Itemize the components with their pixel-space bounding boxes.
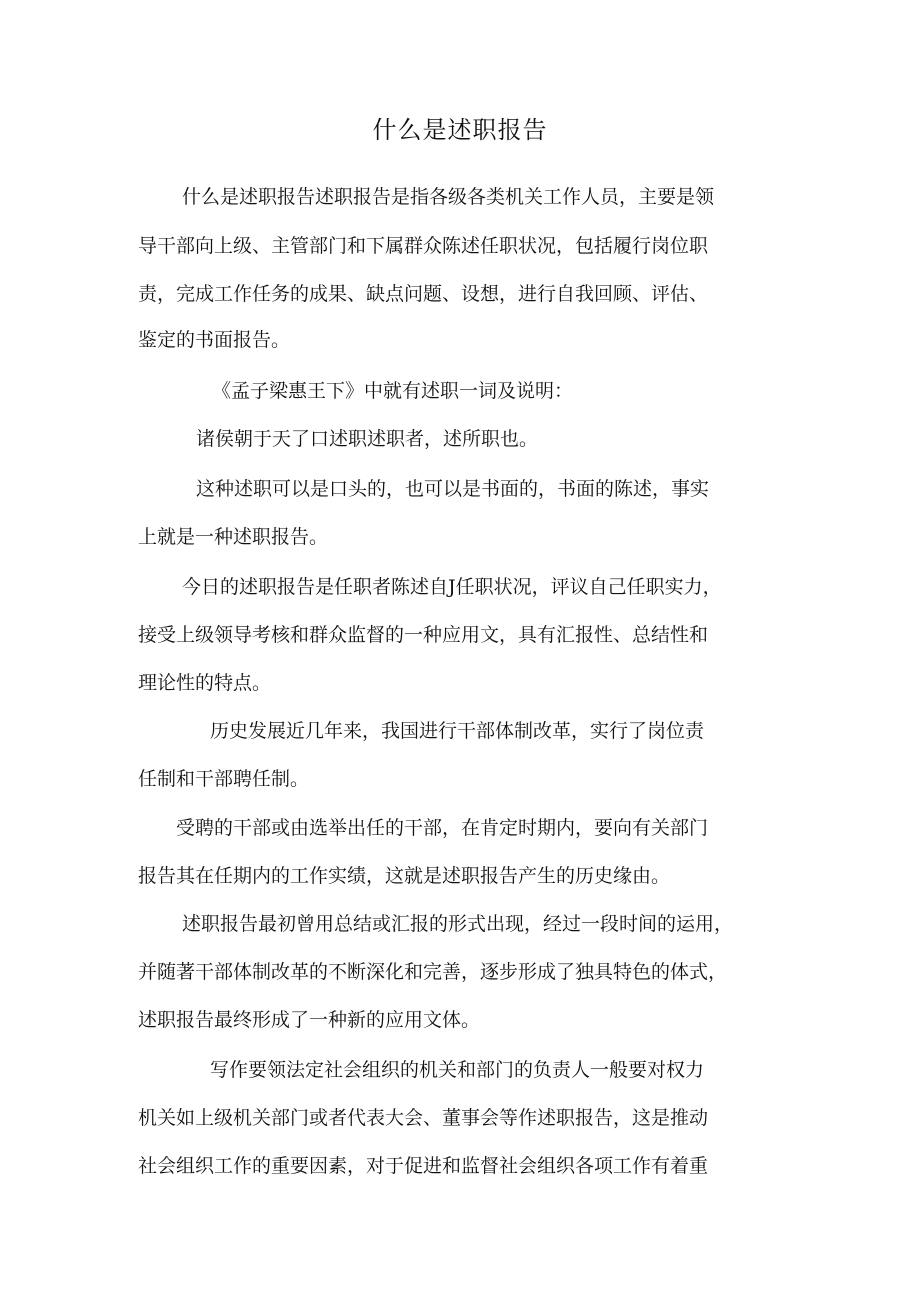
paragraph-line: 什么是述职报告述职报告是指各级各类机关工作人员，主要是领 (182, 186, 715, 208)
paragraph-line: 并随著干部体制改革的不断深化和完善，逐步形成了独具特色的体式， (138, 961, 728, 983)
paragraph-line: 《孟子梁惠王下》中就有述职一词及说明： (212, 380, 574, 402)
paragraph-line: 这种述职可以是口头的，也可以是书面的，书面的陈述，事实 (196, 478, 710, 500)
paragraph-line: 写作要领法定社会组织的机关和部门的负责人一般要对权力 (210, 1059, 705, 1081)
paragraph-line: 导干部向上级、主管部门和下属群众陈述任职状况，包括履行岗位职 (138, 235, 709, 257)
paragraph-line: 今日的述职报告是任职者陈述自J任职状况，评议自己任职实力， (182, 576, 722, 598)
paragraph-line: 任制和干部聘任制。 (138, 768, 310, 790)
paragraph-line: 述职报告最终形成了一种新的应用文体。 (138, 1009, 481, 1031)
paragraph-line: 理论性的特点。 (138, 672, 272, 694)
paragraph-line: 社会组织工作的重要因素，对于促进和监督社会组织各项工作有着重 (138, 1155, 709, 1177)
document-title: 什么是述职报告 (372, 116, 548, 144)
paragraph-line: 接受上级领导考核和群众监督的一种应用文，具有汇报性、总结性和 (138, 624, 709, 646)
paragraph-line: 鉴定的书面报告。 (138, 329, 291, 351)
paragraph-line: 历史发展近几年来，我国进行干部体制改革，实行了岗位责 (210, 720, 705, 742)
paragraph-line: 责，完成工作任务的成果、缺点问题、设想，进行自我回顾、评估、 (138, 283, 709, 305)
paragraph-line: 报告其在任期内的工作实绩，这就是述职报告产生的历史缘由。 (138, 865, 671, 887)
paragraph-line: 上就是一种述职报告。 (138, 526, 329, 548)
paragraph-line: 受聘的干部或由选举出任的干部，在肯定时期内，要向有关部门 (176, 817, 709, 839)
paragraph-line: 述职报告最初曾用总结或汇报的形式出现，经过一段时间的运用， (182, 913, 734, 935)
paragraph-line: 机关如上级机关部门或者代表大会、董事会等作述职报告，这是推动 (138, 1107, 709, 1129)
paragraph-line: 诸侯朝于天了口述职述职者，述所职也。 (196, 428, 539, 450)
